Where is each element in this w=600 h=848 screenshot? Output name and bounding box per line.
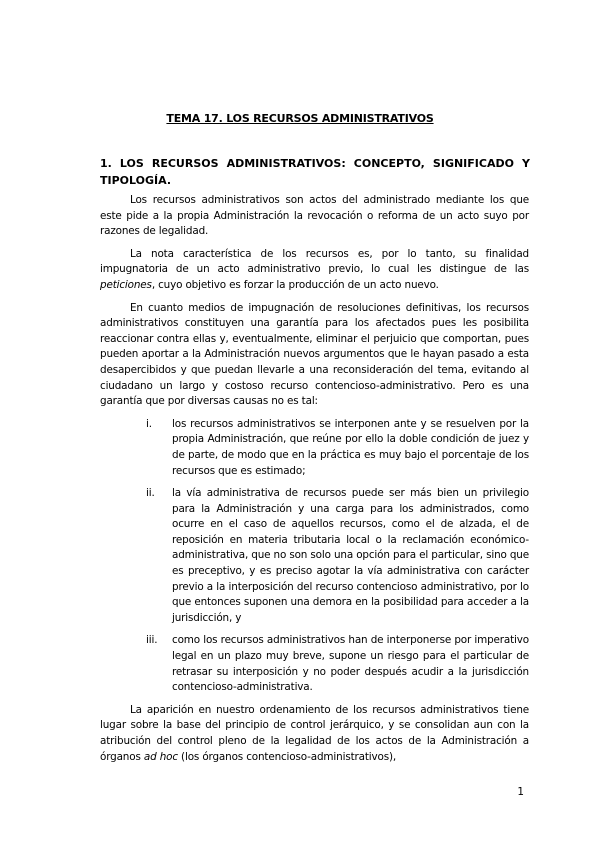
paragraph-2-emphasis: peticiones — [100, 278, 152, 291]
list-item-number: iii. — [146, 634, 158, 647]
paragraph-2-text-a: La nota característica de los recursos es, por lo tanto, su finalidad impugnatoria de un acto administrativo previo, lo cual les distingue de las — [100, 247, 529, 276]
paragraph-4-emphasis: ad hoc — [143, 750, 178, 763]
list-item-text: la vía administrativa de recursos puede ser más bien un privilegio para la Administración y una carga para los administrados, como ocurre en el caso de aquellos recursos, como el de alzada, el de reposición en materia tributaria local o la reclamación económico-administrativa, que no son solo una opción para el particular, sino que es preceptivo, y es preciso agotar la vía administrativa con carácter previo a la interposición del recurso contencioso administrativo, por lo que entonces suponen una demora en la posibilidad para acceder a la jurisdicción, y — [172, 487, 529, 624]
list-item — [100, 633, 529, 695]
section-heading: 1. LOS RECURSOS ADMINISTRATIVOS: CONCEPTO, SIGNIFICADO Y TIPOLOGÍA. — [100, 157, 530, 187]
list-item-text: los recursos administrativos se interponen ante y se resuelven por la propia Administración, que reúne por ello la doble condición de juez y de parte, de modo que en la práctica es muy bajo el porcentaje de los recursos que es estimado; — [172, 417, 529, 477]
list-item-number: i. — [146, 417, 152, 430]
reasons-list — [100, 417, 529, 696]
paragraph-4 — [100, 703, 529, 765]
paragraph-4-text-b: (los órganos contencioso-administrativos), — [177, 750, 397, 763]
list-item — [100, 417, 529, 479]
page-number: 1 — [517, 786, 524, 798]
paragraph-3: En cuanto medios de impugnación de resoluciones definitivas, los recursos administrativos constituyen una garantía para los afectados pues les posibilita reaccionar contra ellas y, eventualmente, eliminar el perjuicio que comportan, pues pueden aportar a la Administración nuevos argumentos que le hayan pasado a esta desapercibidos y que puedan llevarle a una reconsideración del tema, evitando al ciudadano un largo y costoso recurso contencioso-administrativo. Pero es una garantía que por diversas causas no es tal: — [100, 301, 529, 408]
page-title: TEMA 17. LOS RECURSOS ADMINISTRATIVOS — [166, 112, 434, 125]
paragraph-4-text-a: La aparición en nuestro ordenamiento de los recursos administrativos tiene lugar sobre la base del principio de control jerárquico, y se consolidan aun con la atribución del control pleno de la legalidad de los actos de la Administración a órganos — [100, 703, 529, 763]
body-text — [100, 193, 529, 772]
paragraph-1: Los recursos administrativos son actos del administrado mediante los que este pide a la propia Administración la revocación o reforma de un acto suyo por razones de legalidad. — [100, 194, 529, 238]
paragraph-2 — [100, 247, 529, 294]
list-item-text: como los recursos administrativos han de interponerse por imperativo legal en un plazo muy breve, supone un riesgo para el particular de retrasar su interposición y no poder después acudir a la jurisdicción contencioso-administrativa. — [172, 634, 529, 694]
list-item — [100, 486, 529, 626]
paragraph-2-text-b: , cuyo objetivo es forzar la producción de un acto nuevo. — [151, 278, 439, 291]
list-item-number: ii. — [146, 487, 155, 500]
